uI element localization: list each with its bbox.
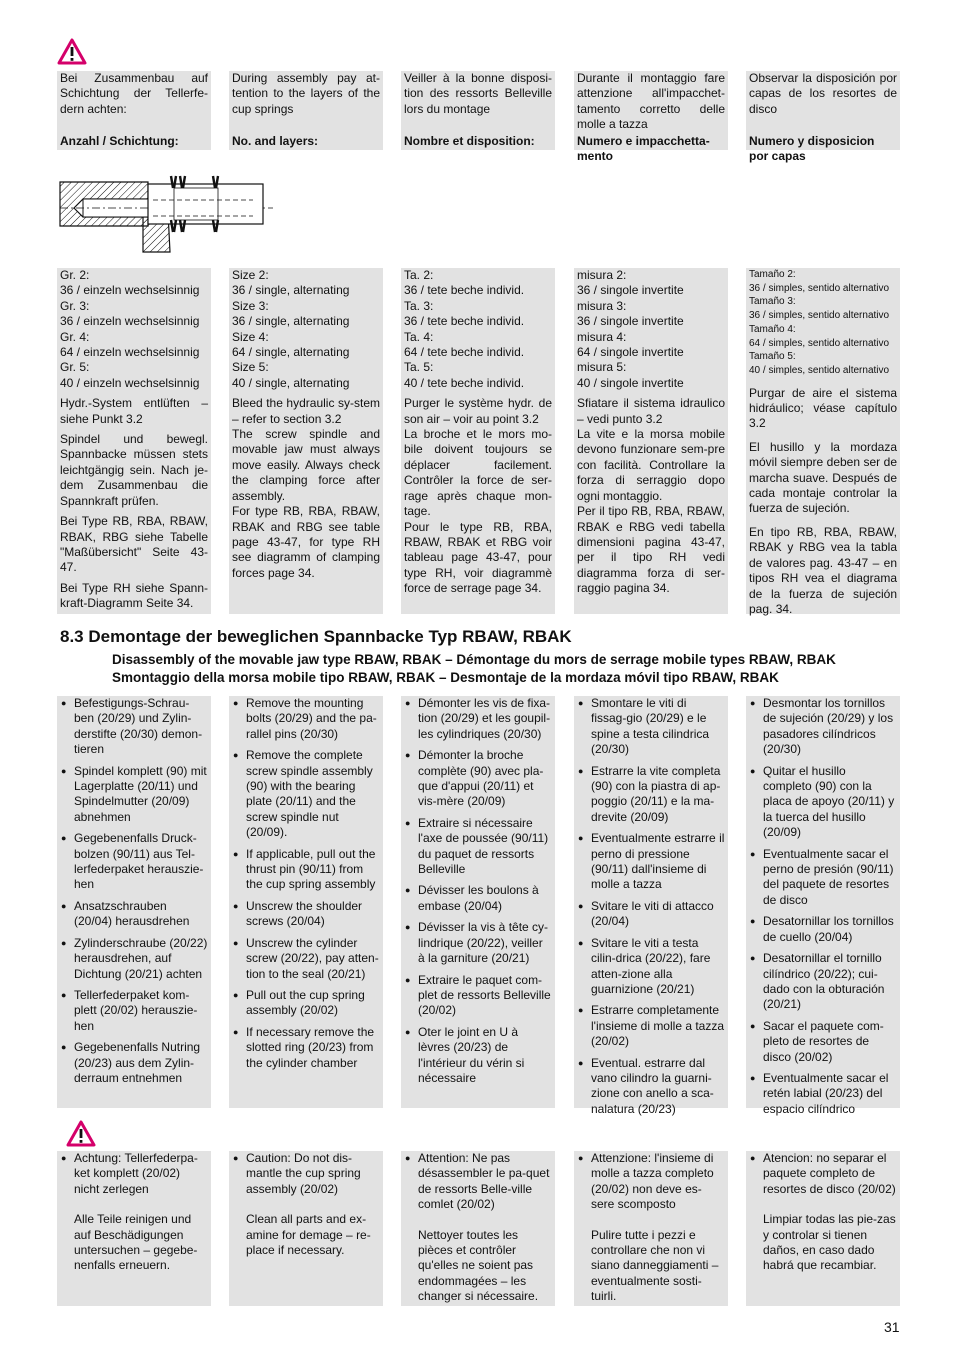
step-item: ● Eventual. estrarre dal vano cilindro la guarni-zione con anello a sca-nalatura (20/23) — [577, 1056, 725, 1118]
step-item: ● Desatornillar el tornillo cilíndrico (20/22); cui-dado con la obturación (20/21) — [749, 951, 897, 1013]
step-item: ● Zylinderschraube (20/22) herausdrehen, auf Dichtung (20/21) achten — [60, 936, 208, 982]
spec-paragraph: Bei Type RB, RBA, RBAW, RBAK, RBG siehe Tabelle "Maßübersicht" Seite 43-47. — [60, 514, 208, 575]
header-col-en — [229, 71, 383, 150]
spec-line: Gr. 3: — [60, 298, 90, 313]
header-text: During assembly pay at-tention to the layers of the cup springs — [232, 71, 380, 116]
spec-line: 64 / simples, sentido alternativo — [749, 337, 890, 349]
header-col-es — [746, 71, 900, 164]
step-item: ● Desmontar los tornillos de sujeción (20/29) y los pasadores cilíndricos (20/30) — [749, 696, 897, 758]
step-item: ● Gegebenenfalls Nutring (20/23) aus dem Zylin-derraum entnehmen — [60, 1040, 208, 1086]
specs-col-es — [746, 268, 900, 614]
spec-line: 36 / singole invertite — [577, 314, 684, 329]
caution-text: Alle Teile reinigen und auf Beschädigungen untersuchen – gegebe-nenfalls erneuern. — [74, 1212, 198, 1273]
spec-line: Tamaño 5: — [749, 351, 796, 363]
spec-line: Tamaño 4: — [749, 323, 796, 335]
spec-line: Gr. 5: — [60, 360, 90, 375]
spec-line: 36 / simples, sentido alternativo — [749, 310, 890, 322]
step-item: ● Spindel komplett (90) mit Lagerplatte (20/11) und Spindelmutter (20/09) abnehmen — [60, 764, 208, 826]
step-item: ● If necessary remove the slotted ring (20/23) from the cylinder chamber — [232, 1025, 380, 1071]
spec-line: Ta. 3: — [404, 298, 434, 313]
steps-col-en — [229, 696, 383, 1108]
step-item: ● Tellerfederpaket kom-plett (20/02) herauszie-hen — [60, 988, 208, 1034]
step-item: ● Oter le joint en U à lèvres (20/23) de l'intérieur du vérin si nécessaire — [404, 1025, 552, 1087]
specs-col-de — [57, 268, 211, 614]
header-text: Bei Zusammenbau auf Schichtung der Tellerfe-dern achten: — [60, 71, 208, 116]
section-subtitle-1: Disassembly of the movable jaw type RBAW, RBAK – Démontage du mors de serrage mobile types RBAW, RBAK — [112, 652, 836, 667]
step-item: ● Démonter la broche complète (90) avec pla-que d'appui (20/11) et vis-mère (20/09) — [404, 748, 552, 810]
step-item: ● Démonter les vis de fixa-tion (20/29) et les goupil-les cylindriques (20/30) — [404, 696, 552, 742]
caution-warning: ● Caution: Do not dis-mantle the cup spring assembly (20/02) — [232, 1151, 380, 1197]
step-item: ● Estrarre completamente l'insieme di molle a tazza (20/02) — [577, 1003, 725, 1049]
spec-line: misura 2: — [577, 268, 627, 282]
header-col-de — [57, 71, 211, 150]
spec-line: Size 2: — [232, 268, 269, 282]
step-item: ● Eventualmente estrarre il perno di pressione (90/11) dall'insieme di molle a tazza — [577, 831, 725, 893]
spec-paragraph: Pour le type RB, RBA, RBAW, RBAK et RBG voir tableau page 43-47, pour type RH, voir diagrammè force de serrage page 34. — [404, 519, 552, 596]
step-item: ● Gegebenenfalls Druck-bolzen (90/11) aus Tel-lerfederpaket herauszie-hen — [60, 831, 208, 893]
header-label: Numero y disposicion por capas — [749, 134, 875, 164]
spec-line: 64 / single, alternating — [232, 345, 350, 360]
spec-line: Size 4: — [232, 329, 269, 344]
spec-line: 64 / tete beche individ. — [404, 345, 525, 360]
step-item: ● Smontare le viti di fissag-gio (20/29) e le spine a testa cilindrica (20/30) — [577, 696, 725, 758]
step-item: ● Befestigungs-Schrau-ben (20/29) und Zylin-derstifte (20/30) demon-tieren — [60, 696, 208, 758]
step-item: ● Pull out the cup spring assembly (20/02) — [232, 988, 380, 1019]
caution-text: Clean all parts and ex-amine for demage – re-place if necessary. — [246, 1212, 371, 1258]
spec-line: Ta. 2: — [404, 268, 434, 282]
steps-col-fr — [401, 696, 555, 1108]
spec-paragraph: Purgar de aire el sistema hidráulico; véase capítulo 3.2 — [749, 385, 897, 431]
spec-paragraph: The screw spindle and movable jaw must always move easily. Always check the clamping force after assembly. — [232, 427, 380, 503]
spec-line: 36 / einzeln wechselsinnig — [60, 283, 200, 298]
spec-line: Tamaño 3: — [749, 296, 796, 308]
caution-text: Limpiar todas las pie-zas y controlar si tienen daños, en caso dado habrá que recambiar. — [763, 1212, 896, 1273]
spec-line: 64 / singole invertite — [577, 345, 684, 360]
step-item: ● Dévisser la vis à tête cy-lindrique (20/22), veiller à la garniture (20/21) — [404, 920, 552, 966]
header-col-fr — [401, 71, 555, 150]
warning-icon — [57, 38, 87, 65]
step-item: ● If applicable, pull out the thrust pin (90/11) from the cup spring assembly — [232, 847, 380, 893]
header-label: Nombre et disposition: — [404, 134, 535, 148]
specs-col-fr — [401, 268, 555, 614]
steps-col-de — [57, 696, 211, 1108]
specs-col-en — [229, 268, 383, 614]
spec-line: Size 3: — [232, 298, 269, 313]
header-text: Veiller à la bonne disposi-tion des ressorts Belleville lors du montage — [404, 71, 552, 116]
caution-col-es — [746, 1151, 900, 1306]
spec-line: Tamaño 2: — [749, 269, 796, 280]
spec-paragraph: Bleed the hydraulic sy-stem – refer to section 3.2 — [232, 396, 380, 426]
step-item: ● Ansatzschrauben (20/04) herausdrehen — [60, 899, 208, 930]
spec-line: Size 5: — [232, 360, 269, 375]
steps-col-it — [574, 696, 728, 1116]
step-item: ● Extraire si nécessaire l'axe de poussée (90/11) du paquet de ressorts Belleville — [404, 816, 552, 878]
header-text: Observar la disposición por capas de los resortes de disco — [749, 71, 897, 116]
caution-col-it — [574, 1151, 728, 1306]
cup-spring-drawing — [58, 174, 278, 256]
step-item: ● Remove the complete screw spindle assembly (90) with the bearing plate (20/11) and the screw spindle nut (20/09). — [232, 748, 380, 840]
header-col-it — [574, 71, 728, 164]
spec-line: 36 / single, alternating — [232, 314, 350, 329]
page-number: 31 — [884, 1319, 900, 1335]
step-item: ● Dévisser les boulons à embase (20/04) — [404, 883, 552, 914]
spec-line: 36 / einzeln wechselsinnig — [60, 314, 200, 329]
spec-paragraph: La vite e la morsa mobile devono funzionare sem-pre con facilità. Controllare la forza di serraggio dopo ogni montaggio. — [577, 427, 725, 503]
spec-line: 40 / singole invertite — [577, 375, 684, 390]
spec-line: Gr. 2: — [60, 268, 90, 282]
spec-line: 36 / singole invertite — [577, 283, 684, 298]
header-label: Anzahl / Schichtung: — [60, 134, 179, 148]
spec-line: 36 / simples, sentido alternativo — [749, 282, 890, 294]
spec-paragraph: Sfiatare il sistema idraulico – vedi punto 3.2 — [577, 396, 725, 426]
caution-col-fr — [401, 1151, 555, 1306]
caution-col-de — [57, 1151, 211, 1306]
header-text: Durante il montaggio fare attenzione all'impacchet-tamento corretto delle molle a tazza — [577, 71, 725, 132]
spec-paragraph: For type RB, RBA, RBAW, RBAK and RBG see table page 43-47, for type RH see diagramm of clamping forces page 34. — [232, 504, 380, 580]
spec-paragraph: Bei Type RH siehe Spann-kraft-Diagramm Seite 34. — [60, 580, 208, 611]
caution-text: Pulire tutte i pezzi e controllare che non vi siano danneggiamenti – eventualmente sosti-tuirli. — [591, 1227, 719, 1304]
spec-line: misura 3: — [577, 298, 627, 313]
section-subtitle-2: Smontaggio della morsa mobile tipo RBAW, RBAK – Desmontaje de la mordaza móvil tipo RBAW, RBAK — [112, 670, 779, 685]
spec-line: 40 / simples, sentido alternativo — [749, 364, 890, 376]
header-label: No. and layers: — [232, 134, 319, 148]
spec-paragraph: Spindel und bewegl. Spannbacke müssen stets leichtgängig sein. Nach je-dem Zusammenbau die Spannkraft prüfen. — [60, 432, 208, 508]
spec-paragraph: Per il tipo RB, RBA, RBAW, RBAK e RBG vedi tabella dimensioni pagina 43-47, per il tipo RH vedi diagramma forza di ser-raggio pagina 34. — [577, 504, 725, 596]
step-item: ● Desatornillar los tornillos de cuello (20/04) — [749, 914, 897, 945]
step-item: ● Estrarre la vite completa (90) con la piastra di ap-poggio (20/11) e la ma-drevite (20/09) — [577, 764, 725, 826]
spec-line: 36 / tete beche individ. — [404, 314, 525, 329]
spec-line: Gr. 4: — [60, 329, 90, 344]
spec-line: 40 / single, alternating — [232, 375, 350, 390]
spec-paragraph: El husillo y la mordaza móvil siempre deben ser de marcha suave. Después de cada montaje controlar la fuerza de sujeción. — [749, 439, 897, 516]
caution-text: Nettoyer toutes les pièces et contrôler qu'elles ne soient pas endommagées – les changer si nécessaire. — [418, 1227, 539, 1304]
caution-warning: ● Attention: Ne pas désassembler le pa-quet de ressorts Belle-ville comlet (20/02) — [404, 1151, 552, 1213]
header-label: Numero e impacchetta-mento — [577, 134, 710, 164]
caution-warning: ● Achtung: Tellerfederpa-ket komplett (20/02) nicht zerlegen — [60, 1151, 208, 1197]
caution-warning: ● Attenzione: l'insieme di molle a tazza completo (20/02) non deve es-sere scomposto — [577, 1151, 725, 1213]
caution-warning: ● Atencion: no separar el paquete completo de resortes de disco (20/02) — [749, 1151, 897, 1197]
step-item: ● Sacar el paquete com-pleto de resortes de disco (20/02) — [749, 1019, 897, 1065]
step-item: ● Eventualmente sacar el retén labial (20/23) del espacio cilíndrico — [749, 1071, 897, 1117]
step-item: ● Remove the mounting bolts (20/29) and the pa-rallel pins (20/30) — [232, 696, 380, 742]
section-title: 8.3 Demontage der beweglichen Spannbacke Typ RBAW, RBAK — [60, 627, 572, 646]
spec-line: 40 / einzeln wechselsinnig — [60, 375, 200, 390]
step-item: ● Svitare le viti di attacco (20/04) — [577, 899, 725, 930]
step-item: ● Quitar el husillo completo (90) con la placa de apoyo (20/11) y la tuerca del husillo (20/09) — [749, 764, 897, 841]
spec-paragraph: En tipo RB, RBA, RBAW, RBAK y RBG vea la tabla de valores pag. 43-47 – en tipos RH vea el diagrama de la fuerza de sujeción pag. 34. — [749, 524, 897, 616]
steps-col-es — [746, 696, 900, 1116]
step-item: ● Eventualmente sacar el perno de presión (90/11) del paquete de resortes de disco — [749, 847, 897, 909]
step-item: ● Svitare le viti a testa cilin-drica (20/22), fare atten-zione alla guarnizione (20/21) — [577, 936, 725, 998]
spec-line: Ta. 5: — [404, 360, 434, 375]
spec-line: misura 4: — [577, 329, 627, 344]
spec-line: 36 / tete beche individ. — [404, 283, 525, 298]
step-item: ● Extraire le paquet com-plet de ressorts Belleville (20/02) — [404, 973, 552, 1019]
specs-col-it — [574, 268, 728, 614]
step-item: ● Unscrew the shoulder screws (20/04) — [232, 899, 380, 930]
step-item: ● Unscrew the cylinder screw (20/22), pay atten-tion to the seal (20/21) — [232, 936, 380, 982]
spec-line: 64 / einzeln wechselsinnig — [60, 345, 200, 360]
spec-line: Ta. 4: — [404, 329, 434, 344]
spec-line: 40 / tete beche individ. — [404, 375, 525, 390]
spec-line: misura 5: — [577, 360, 627, 375]
warning-icon — [66, 1120, 96, 1147]
spec-line: 36 / single, alternating — [232, 283, 350, 298]
spec-paragraph: La broche et le mors mo-bile doivent toujours se déplacer facilement. Contrôler la force de ser-rage après chaque mon-tage. — [404, 427, 552, 519]
caution-col-en — [229, 1151, 383, 1306]
spec-paragraph: Purger le système hydr. de son air – voir au point 3.2 — [404, 396, 552, 426]
spec-paragraph: Hydr.-System entlüften – siehe Punkt 3.2 — [60, 396, 208, 426]
